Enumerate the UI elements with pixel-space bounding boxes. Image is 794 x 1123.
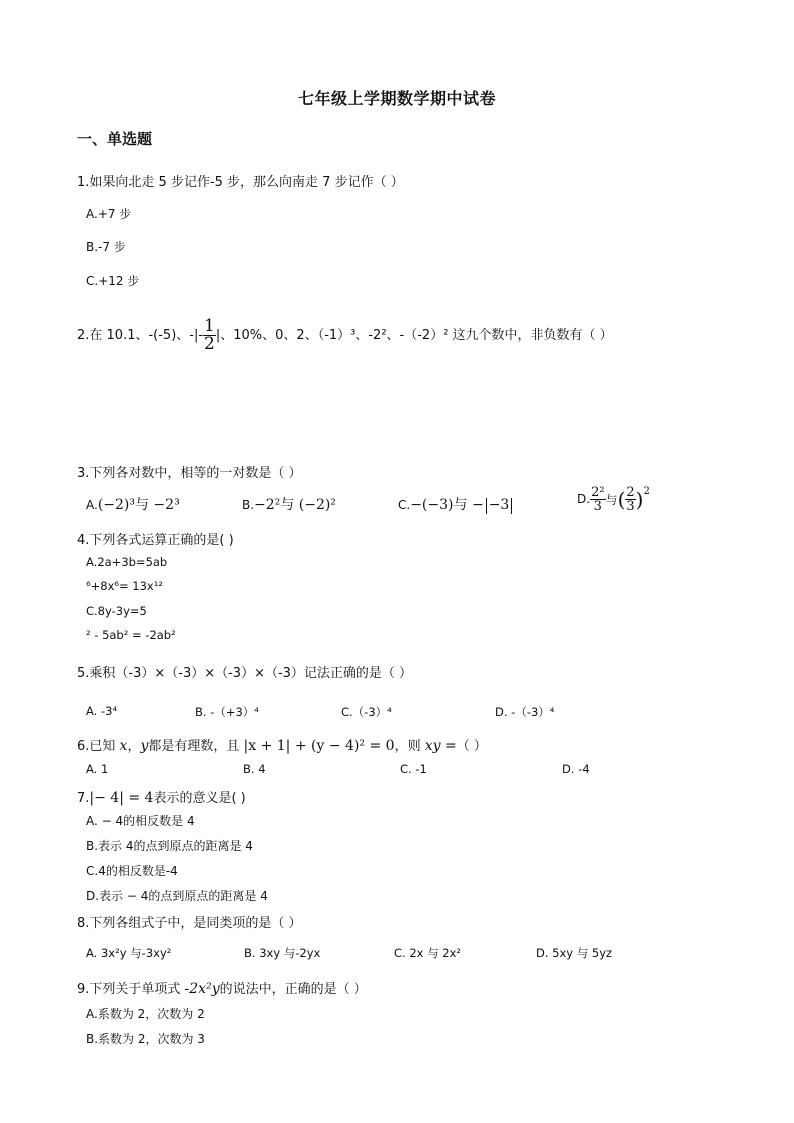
question-6-mid: 都是有理数，且 — [148, 739, 244, 754]
question-3-option-d — [577, 486, 650, 513]
variable-x: x — [119, 738, 128, 754]
option-label: B. — [242, 498, 255, 512]
fraction — [590, 486, 605, 513]
variable-y: y — [140, 738, 149, 754]
fraction — [625, 486, 635, 513]
question-4-option-d: ² - 5ab² = -2ab² — [86, 628, 176, 642]
fraction-denominator: 2 — [204, 334, 215, 354]
question-8-option-b: B. 3xy 与-2yx — [244, 946, 321, 960]
option-label: D. — [577, 492, 591, 506]
question-1-option-b: B.-7 步 — [86, 240, 126, 254]
option-math: −3 — [488, 497, 510, 513]
paren-close: ) — [635, 487, 644, 512]
question-4-option-b: ⁶+8x⁶= 13x¹² — [86, 579, 163, 593]
monomial-expression: -2x²y — [184, 981, 220, 997]
fraction-denominator: 3 — [593, 499, 602, 514]
option-math: (−2)³与 −2³ — [97, 497, 180, 513]
question-7-option-b: B.表示 4的点到原点的距离是 4 — [86, 839, 253, 853]
question-7-option-a: A. − 4的相反数是 4 — [86, 814, 195, 828]
question-9-pre: 9.下列关于单项式 — [77, 982, 185, 997]
question-7-option-c: C.4的相反数是-4 — [86, 864, 178, 878]
fraction-denominator: 3 — [626, 499, 635, 514]
paren-open: ( — [617, 487, 626, 512]
condition-equation: |x + 1| + (y − 4)² = 0 — [243, 738, 395, 754]
fraction-numerator: 2² — [591, 485, 605, 500]
question-3-stem: 3.下列各对数中，相等的一对数是（ ） — [77, 466, 302, 481]
option-math: −2²与 (−2)² — [254, 497, 336, 513]
question-5-stem: 5.乘积（-3）×（-3）×（-3）×（-3）记法正确的是（ ） — [77, 666, 413, 681]
question-1-option-c: C.+12 步 — [86, 274, 140, 288]
question-8-option-a: A. 3x²y 与-3xy² — [86, 946, 172, 960]
absolute-bar — [511, 498, 512, 514]
question-9-option-b: B.系数为 2，次数为 3 — [86, 1032, 205, 1046]
question-3-option-c — [398, 494, 514, 514]
question-6-option-c: C. -1 — [400, 762, 427, 776]
question-7-post: 表示的意义是( ) — [153, 791, 246, 806]
absolute-bar — [486, 498, 487, 514]
question-6-end: （ ） — [456, 739, 487, 754]
exponent: 2 — [643, 486, 650, 497]
separator: ， — [127, 739, 141, 754]
question-6-stem — [77, 735, 487, 754]
page-title: 七年级上学期数学期中试卷 — [297, 89, 496, 108]
question-9-option-a: A.系数为 2，次数为 2 — [86, 1007, 205, 1021]
option-label: C. — [398, 498, 411, 512]
section-heading: 一、单选题 — [77, 130, 153, 148]
question-6-option-a: A. 1 — [86, 762, 109, 776]
one-half-fraction — [203, 318, 216, 353]
question-7-number: 7. — [77, 791, 90, 806]
question-5-option-c: C.（-3）⁴ — [341, 705, 392, 719]
question-7-stem — [77, 787, 246, 806]
question-8-option-c: C. 2x 与 2x² — [394, 946, 462, 960]
option-label: A. — [86, 498, 98, 512]
question-1-option-a: A.+7 步 — [86, 207, 132, 221]
question-2-stem-pre: 2.在 10.1、-(-5)、-|- — [77, 328, 204, 343]
question-2-stem-post: |、10%、0、2、（-1）³、-2²、-（-2）² 这九个数中，非负数有（ ） — [215, 328, 613, 343]
question-3-option-b — [242, 494, 336, 514]
xy-expression: xy = — [424, 738, 457, 754]
fraction-numerator: 1 — [204, 316, 215, 336]
question-7-equation: |− 4| = 4 — [89, 790, 154, 806]
question-6-pre: 6.已知 — [77, 739, 120, 754]
question-8-stem: 8.下列各组式子中，是同类项的是（ ） — [77, 916, 302, 931]
question-9-stem — [77, 978, 367, 997]
question-4-stem: 4.下列各式运算正确的是( ) — [77, 533, 234, 548]
question-5-option-a: A. -3⁴ — [86, 704, 118, 718]
question-4-option-a: A.2a+3b=5ab — [86, 555, 168, 569]
question-9-post: 的说法中，正确的是（ ） — [219, 982, 367, 997]
question-3-option-a — [86, 494, 180, 514]
question-6-option-b: B. 4 — [243, 762, 266, 776]
option-text: 与 — [605, 493, 618, 507]
question-5-option-d: D. -（-3）⁴ — [495, 705, 555, 719]
question-6-then: ，则 — [394, 739, 425, 754]
question-6-option-d: D. -4 — [562, 762, 590, 776]
question-4-option-c: C.8y-3y=5 — [86, 604, 147, 618]
question-7-option-d: D.表示 − 4的点到原点的距离是 4 — [86, 889, 268, 903]
question-5-option-b: B. -（+3）⁴ — [195, 705, 259, 719]
fraction-numerator: 2 — [626, 485, 635, 500]
question-8-option-d: D. 5xy 与 5yz — [536, 946, 613, 960]
option-math: −(−3)与 − — [410, 497, 484, 513]
question-1-stem: 1.如果向北走 5 步记作-5 步，那么向南走 7 步记作（ ） — [77, 175, 404, 190]
question-2-stem — [77, 318, 613, 353]
